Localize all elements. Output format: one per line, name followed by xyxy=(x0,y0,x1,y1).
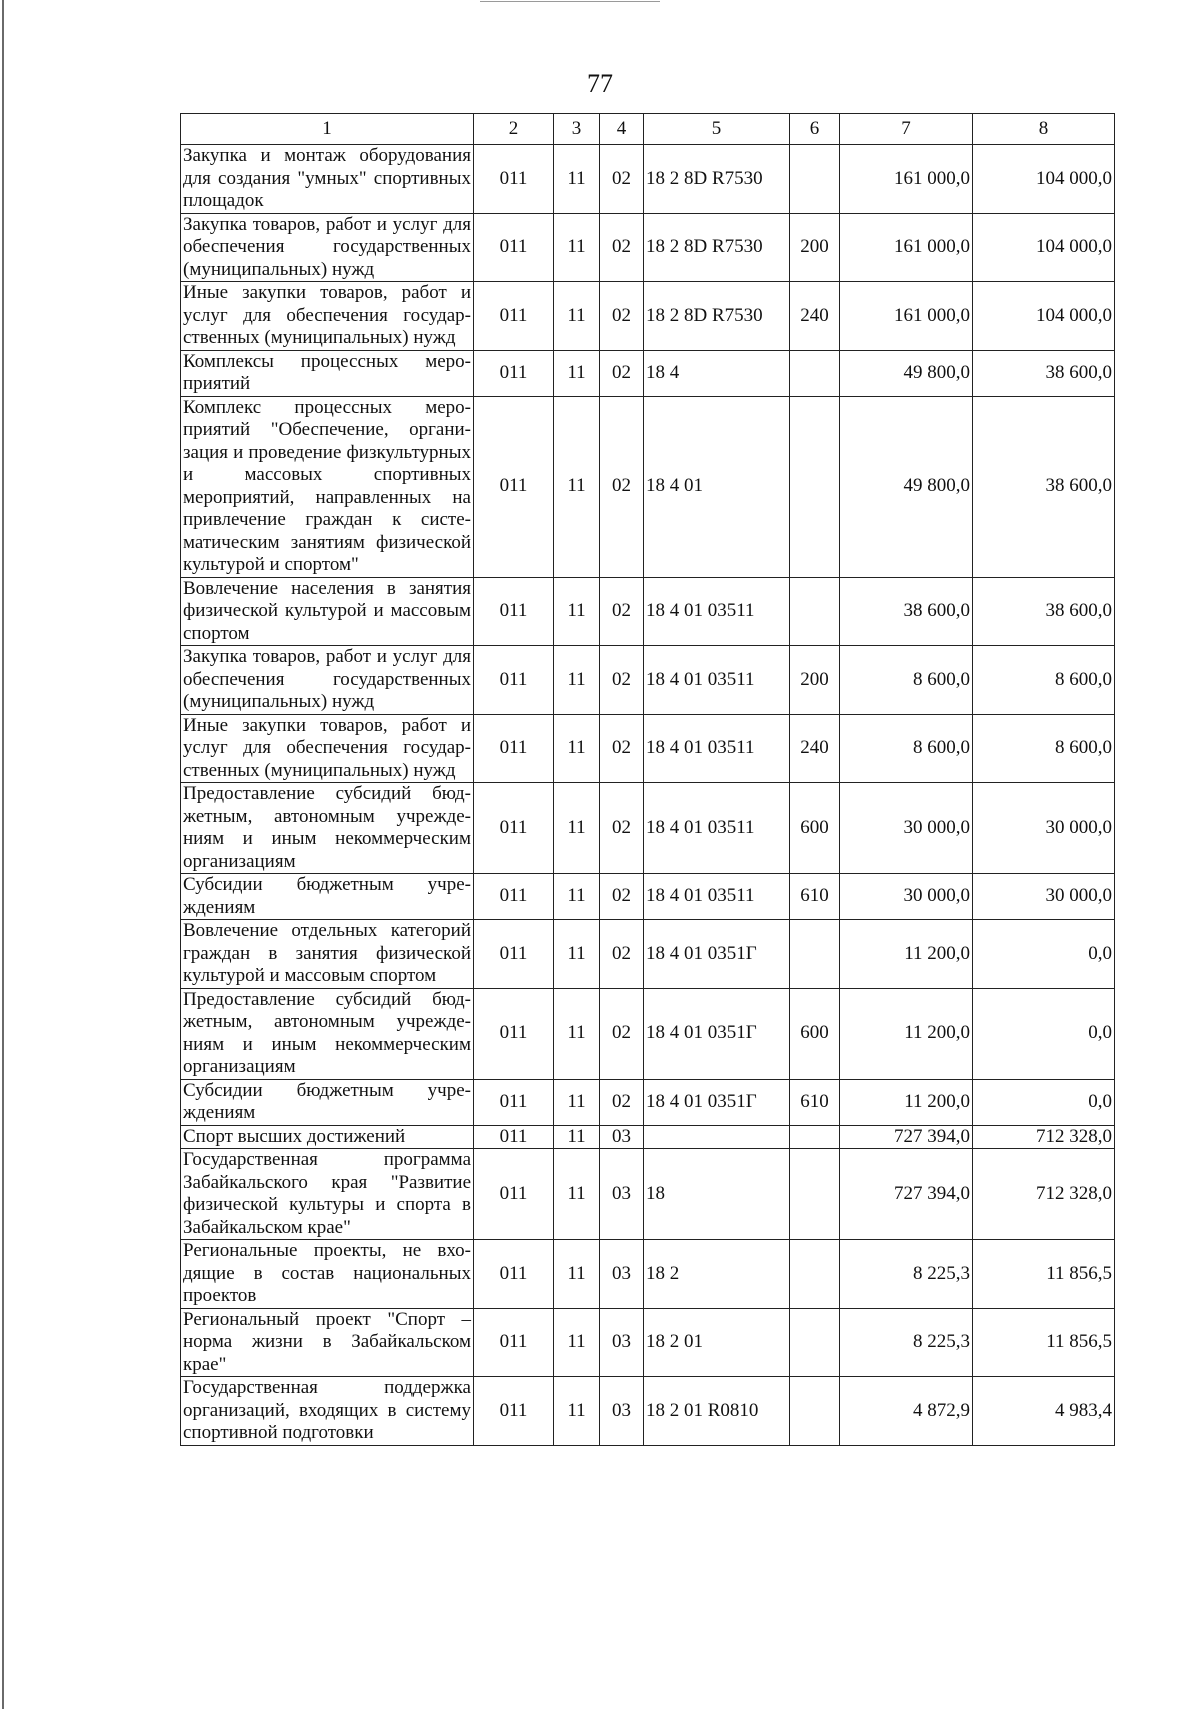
expense-type-code xyxy=(790,1125,840,1149)
amount-col8: 104 000,0 xyxy=(973,282,1115,351)
subsection-code: 02 xyxy=(600,282,644,351)
amount-col7: 727 394,0 xyxy=(840,1125,973,1149)
amount-col7: 30 000,0 xyxy=(840,874,973,920)
header-cell-1: 1 xyxy=(181,114,474,145)
section-code: 11 xyxy=(554,988,600,1079)
target-article-code: 18 4 01 03511 xyxy=(644,577,790,646)
item-name: Региональный проект "Спорт – норма жизни в Забайкальском крае" xyxy=(181,1308,474,1377)
table-row xyxy=(181,920,1115,989)
amount-col8: 30 000,0 xyxy=(973,874,1115,920)
item-name: Государственная программа Забайкальского края "Развитие физической культуры и спорта в Забайкальском крае" xyxy=(181,1149,474,1240)
expense-type-code xyxy=(790,396,840,577)
section-code: 11 xyxy=(554,783,600,874)
header-cell-6: 6 xyxy=(790,114,840,145)
amount-col8: 38 600,0 xyxy=(973,396,1115,577)
table-row xyxy=(181,1079,1115,1125)
header-cell-3: 3 xyxy=(554,114,600,145)
header-cell-7: 7 xyxy=(840,114,973,145)
expense-type-code xyxy=(790,1149,840,1240)
section-code: 11 xyxy=(554,282,600,351)
section-code: 11 xyxy=(554,350,600,396)
subsection-code: 02 xyxy=(600,874,644,920)
table-row xyxy=(181,988,1115,1079)
amount-col8: 0,0 xyxy=(973,988,1115,1079)
target-article-code: 18 2 01 R0810 xyxy=(644,1377,790,1446)
table-row xyxy=(181,282,1115,351)
target-article-code: 18 4 01 03511 xyxy=(644,714,790,783)
expense-type-code xyxy=(790,350,840,396)
amount-col8: 30 000,0 xyxy=(973,783,1115,874)
header-cell-8: 8 xyxy=(973,114,1115,145)
target-article-code: 18 4 01 0351Г xyxy=(644,920,790,989)
amount-col7: 30 000,0 xyxy=(840,783,973,874)
expense-type-code xyxy=(790,145,840,214)
target-article-code: 18 2 01 xyxy=(644,1308,790,1377)
item-name: Предоставление субсидий бюджетным, автономным учреждениям и иным некоммерческим организациям xyxy=(181,783,474,874)
subsection-code: 03 xyxy=(600,1240,644,1309)
expense-type-code: 200 xyxy=(790,646,840,715)
subsection-code: 02 xyxy=(600,213,644,282)
target-article-code: 18 4 01 03511 xyxy=(644,646,790,715)
table-row xyxy=(181,145,1115,214)
section-code: 11 xyxy=(554,145,600,214)
amount-col8: 104 000,0 xyxy=(973,213,1115,282)
section-code: 11 xyxy=(554,577,600,646)
admin-code: 011 xyxy=(474,350,554,396)
amount-col8: 712 328,0 xyxy=(973,1149,1115,1240)
target-article-code: 18 4 01 0351Г xyxy=(644,988,790,1079)
header-row xyxy=(181,114,1115,145)
header-cell-4: 4 xyxy=(600,114,644,145)
table-row xyxy=(181,783,1115,874)
page-number: 77 xyxy=(587,69,613,98)
admin-code: 011 xyxy=(474,1308,554,1377)
amount-col7: 11 200,0 xyxy=(840,988,973,1079)
amount-col7: 8 225,3 xyxy=(840,1240,973,1309)
item-name: Закупка товаров, работ и услуг для обеспечения государственных (муниципальных) нужд xyxy=(181,213,474,282)
expense-type-code xyxy=(790,577,840,646)
expense-type-code: 610 xyxy=(790,1079,840,1125)
admin-code: 011 xyxy=(474,988,554,1079)
expense-type-code: 600 xyxy=(790,988,840,1079)
amount-col7: 4 872,9 xyxy=(840,1377,973,1446)
admin-code: 011 xyxy=(474,920,554,989)
amount-col8: 8 600,0 xyxy=(973,646,1115,715)
amount-col8: 104 000,0 xyxy=(973,145,1115,214)
target-article-code: 18 2 xyxy=(644,1240,790,1309)
amount-col8: 11 856,5 xyxy=(973,1240,1115,1309)
expense-type-code: 600 xyxy=(790,783,840,874)
admin-code: 011 xyxy=(474,1125,554,1149)
amount-col7: 161 000,0 xyxy=(840,145,973,214)
admin-code: 011 xyxy=(474,646,554,715)
item-name: Государственная поддержка организаций, входящих в систему спортивной подготовки xyxy=(181,1377,474,1446)
section-code: 11 xyxy=(554,396,600,577)
section-code: 11 xyxy=(554,1240,600,1309)
admin-code: 011 xyxy=(474,282,554,351)
amount-col7: 49 800,0 xyxy=(840,350,973,396)
item-name: Субсидии бюджетным учреждениям xyxy=(181,1079,474,1125)
item-name: Вовлечение населения в занятия физической культурой и массовым спортом xyxy=(181,577,474,646)
subsection-code: 03 xyxy=(600,1308,644,1377)
amount-col7: 11 200,0 xyxy=(840,1079,973,1125)
amount-col8: 8 600,0 xyxy=(973,714,1115,783)
amount-col8: 11 856,5 xyxy=(973,1308,1115,1377)
admin-code: 011 xyxy=(474,577,554,646)
amount-col7: 49 800,0 xyxy=(840,396,973,577)
subsection-code: 02 xyxy=(600,350,644,396)
admin-code: 011 xyxy=(474,1377,554,1446)
section-code: 11 xyxy=(554,874,600,920)
admin-code: 011 xyxy=(474,1079,554,1125)
amount-col8: 0,0 xyxy=(973,920,1115,989)
expense-type-code: 200 xyxy=(790,213,840,282)
table-row xyxy=(181,396,1115,577)
section-code: 11 xyxy=(554,1377,600,1446)
item-name: Предоставление субсидий бюджетным, автономным учреждениям и иным некоммерческим организациям xyxy=(181,988,474,1079)
header-cell-2: 2 xyxy=(474,114,554,145)
table-row xyxy=(181,577,1115,646)
amount-col8: 0,0 xyxy=(973,1079,1115,1125)
admin-code: 011 xyxy=(474,213,554,282)
table-row xyxy=(181,1149,1115,1240)
section-code: 11 xyxy=(554,1125,600,1149)
item-name: Вовлечение отдельных категорий граждан в занятия физической культурой и массовым спортом xyxy=(181,920,474,989)
amount-col7: 8 600,0 xyxy=(840,646,973,715)
scan-top-line xyxy=(480,1,660,2)
table-row xyxy=(181,714,1115,783)
budget-table xyxy=(180,113,1115,1446)
section-code: 11 xyxy=(554,920,600,989)
subsection-code: 02 xyxy=(600,920,644,989)
target-article-code: 18 4 01 xyxy=(644,396,790,577)
subsection-code: 03 xyxy=(600,1125,644,1149)
scan-edge-line xyxy=(2,0,4,1709)
subsection-code: 02 xyxy=(600,988,644,1079)
subsection-code: 02 xyxy=(600,577,644,646)
table-row xyxy=(181,1308,1115,1377)
admin-code: 011 xyxy=(474,145,554,214)
target-article-code: 18 2 8D R7530 xyxy=(644,145,790,214)
table-row xyxy=(181,874,1115,920)
item-name: Иные закупки товаров, работ и услуг для обеспечения государственных (муниципальных) нужд xyxy=(181,714,474,783)
target-article-code: 18 4 01 03511 xyxy=(644,783,790,874)
expense-type-code xyxy=(790,920,840,989)
subsection-code: 02 xyxy=(600,783,644,874)
amount-col8: 712 328,0 xyxy=(973,1125,1115,1149)
amount-col7: 161 000,0 xyxy=(840,213,973,282)
expense-type-code: 240 xyxy=(790,282,840,351)
target-article-code: 18 4 01 0351Г xyxy=(644,1079,790,1125)
amount-col7: 727 394,0 xyxy=(840,1149,973,1240)
amount-col7: 8 225,3 xyxy=(840,1308,973,1377)
item-name: Закупка и монтаж оборудования для создания "умных" спортивных площадок xyxy=(181,145,474,214)
target-article-code: 18 xyxy=(644,1149,790,1240)
amount-col8: 38 600,0 xyxy=(973,350,1115,396)
expense-type-code xyxy=(790,1377,840,1446)
admin-code: 011 xyxy=(474,783,554,874)
amount-col8: 38 600,0 xyxy=(973,577,1115,646)
target-article-code xyxy=(644,1125,790,1149)
subsection-code: 03 xyxy=(600,1377,644,1446)
subsection-code: 02 xyxy=(600,145,644,214)
table-row xyxy=(181,1240,1115,1309)
section-code: 11 xyxy=(554,1149,600,1240)
amount-col8: 4 983,4 xyxy=(973,1377,1115,1446)
header-cell-5: 5 xyxy=(644,114,790,145)
item-name: Закупка товаров, работ и услуг для обеспечения государственных (муниципальных) нужд xyxy=(181,646,474,715)
section-code: 11 xyxy=(554,1308,600,1377)
admin-code: 011 xyxy=(474,874,554,920)
admin-code: 011 xyxy=(474,1149,554,1240)
item-name: Субсидии бюджетным учреждениям xyxy=(181,874,474,920)
target-article-code: 18 4 xyxy=(644,350,790,396)
target-article-code: 18 2 8D R7530 xyxy=(644,213,790,282)
amount-col7: 11 200,0 xyxy=(840,920,973,989)
section-code: 11 xyxy=(554,714,600,783)
amount-col7: 38 600,0 xyxy=(840,577,973,646)
table-row xyxy=(181,1125,1115,1149)
section-code: 11 xyxy=(554,213,600,282)
expense-type-code: 610 xyxy=(790,874,840,920)
table-row xyxy=(181,646,1115,715)
expense-type-code xyxy=(790,1308,840,1377)
subsection-code: 02 xyxy=(600,646,644,715)
table-row xyxy=(181,350,1115,396)
section-code: 11 xyxy=(554,1079,600,1125)
item-name: Спорт высших достижений xyxy=(181,1125,474,1149)
expense-type-code xyxy=(790,1240,840,1309)
subsection-code: 02 xyxy=(600,714,644,783)
admin-code: 011 xyxy=(474,396,554,577)
subsection-code: 02 xyxy=(600,396,644,577)
admin-code: 011 xyxy=(474,1240,554,1309)
amount-col7: 8 600,0 xyxy=(840,714,973,783)
admin-code: 011 xyxy=(474,714,554,783)
item-name: Иные закупки товаров, работ и услуг для обеспечения государственных (муниципальных) нужд xyxy=(181,282,474,351)
subsection-code: 02 xyxy=(600,1079,644,1125)
expense-type-code: 240 xyxy=(790,714,840,783)
item-name: Комплекс процессных мероприятий "Обеспечение, организация и проведение физкультурных и массовых спортивных мероприятий, направленных на привлечение граждан к систематическим занятиям физической культурой и спортом" xyxy=(181,396,474,577)
target-article-code: 18 4 01 03511 xyxy=(644,874,790,920)
item-name: Региональные проекты, не входящие в состав национальных проектов xyxy=(181,1240,474,1309)
target-article-code: 18 2 8D R7530 xyxy=(644,282,790,351)
amount-col7: 161 000,0 xyxy=(840,282,973,351)
table-row xyxy=(181,1377,1115,1446)
section-code: 11 xyxy=(554,646,600,715)
subsection-code: 03 xyxy=(600,1149,644,1240)
item-name: Комплексы процессных мероприятий xyxy=(181,350,474,396)
table-row xyxy=(181,213,1115,282)
